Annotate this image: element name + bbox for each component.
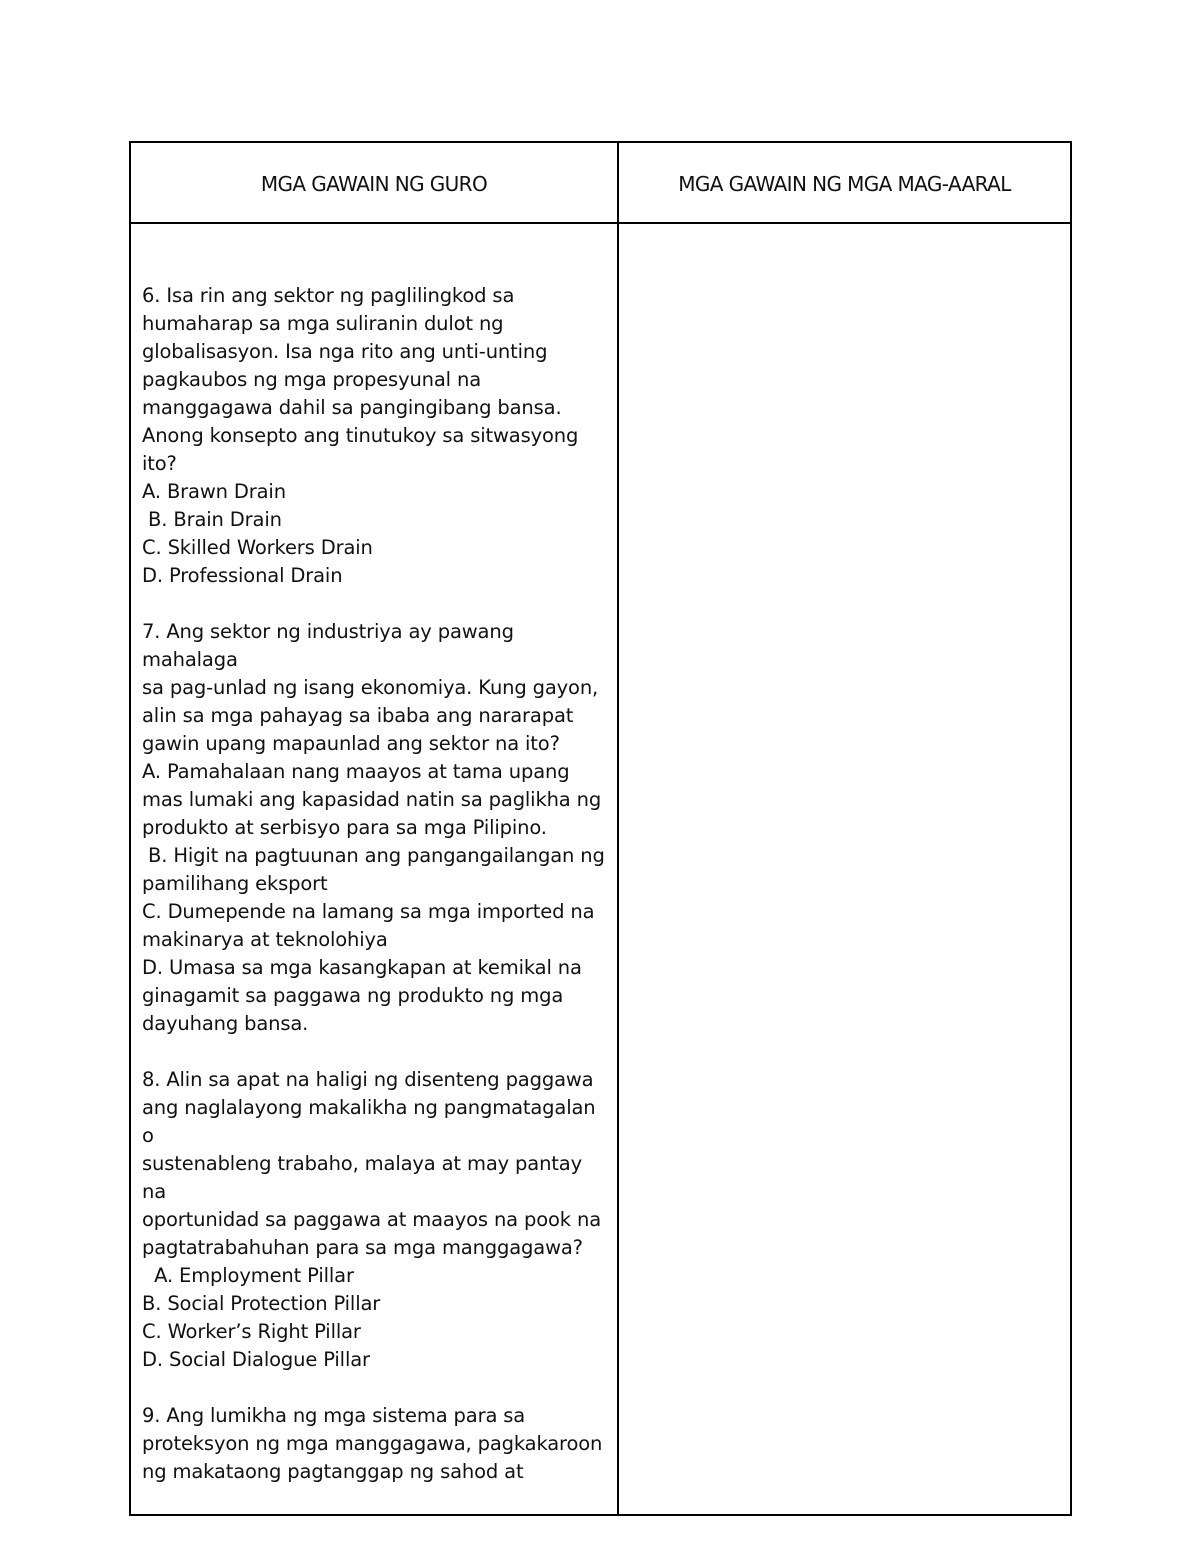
answer-option: mas lumaki ang kapasidad natin sa paglikha ng	[142, 788, 602, 811]
answer-option: C. Dumepende na lamang sa mga imported na	[142, 900, 595, 923]
question-text-line: pagtatrabahuhan para sa mga manggagawa?	[142, 1236, 583, 1259]
question-text-line: pagkaubos ng mga propesyunal na	[142, 368, 481, 391]
question-text-line: 7. Ang sektor ng industriya ay pawang mahalaga	[142, 620, 520, 671]
answer-option: C. Skilled Workers Drain	[142, 536, 373, 559]
answer-option: A. Employment Pillar	[142, 1264, 354, 1287]
question-list	[131, 224, 617, 1486]
student-activities-header: MGA GAWAIN NG MGA MAG-AARAL	[618, 142, 1071, 223]
question-text-line: proteksyon ng mga manggagawa, pagkakaroon	[142, 1432, 603, 1455]
question-text-line: 8. Alin sa apat na haligi ng disenteng paggawa	[142, 1068, 594, 1091]
teacher-activities-header: MGA GAWAIN NG GURO	[130, 142, 618, 223]
answer-option: B. Higit na pagtuunan ang pangangailangan ng	[142, 844, 605, 867]
table-header-row	[130, 142, 1071, 223]
answer-option: A. Brawn Drain	[142, 480, 286, 503]
question-text-line: sa pag-unlad ng isang ekonomiya. Kung gayon,	[142, 676, 599, 699]
answer-option: makinarya at teknolohiya	[142, 928, 388, 951]
answer-option: produkto at serbisyo para sa mga Pilipino.	[142, 816, 547, 839]
answer-option: D. Social Dialogue Pillar	[142, 1348, 370, 1371]
question-text-line: Anong konsepto ang tinutukoy sa sitwasyong	[142, 424, 579, 447]
question-text-line: ito?	[142, 452, 177, 475]
answer-option: pamilihang eksport	[142, 872, 328, 895]
answer-option: ginagamit sa paggawa ng produkto ng mga	[142, 984, 564, 1007]
answer-option: B. Brain Drain	[142, 508, 282, 531]
question-item	[142, 282, 609, 590]
question-item	[142, 618, 609, 1038]
question-text-line: ang naglalayong makalikha ng pangmatagalan o	[142, 1096, 602, 1147]
question-text-line: humaharap sa mga suliranin dulot ng	[142, 312, 504, 335]
answer-option: A. Pamahalaan nang maayos at tama upang	[142, 760, 570, 783]
answer-option: D. Professional Drain	[142, 564, 343, 587]
question-item	[142, 1402, 609, 1486]
question-text-line: oportunidad sa paggawa at maayos na pook na	[142, 1208, 601, 1231]
question-text-line: alin sa mga pahayag sa ibaba ang nararapat	[142, 704, 574, 727]
student-activities-cell	[618, 223, 1071, 1515]
question-text-line: 6. Isa rin ang sektor ng paglilingkod sa	[142, 284, 515, 307]
answer-option: dayuhang bansa.	[142, 1012, 309, 1035]
question-item	[142, 1066, 609, 1374]
question-text-line: globalisasyon. Isa nga rito ang unti-unting	[142, 340, 548, 363]
teacher-activities-cell	[130, 223, 618, 1515]
answer-option: D. Umasa sa mga kasangkapan at kemikal na	[142, 956, 582, 979]
answer-option: B. Social Protection Pillar	[142, 1292, 381, 1315]
answer-option: C. Worker’s Right Pillar	[142, 1320, 361, 1343]
table-body-row	[130, 223, 1071, 1515]
question-text-line: 9. Ang lumikha ng mga sistema para sa	[142, 1404, 526, 1427]
question-text-line: sustenableng trabaho, malaya at may pantay na	[142, 1152, 589, 1203]
question-text-line: ng makataong pagtanggap ng sahod at	[142, 1460, 524, 1483]
lesson-plan-table	[129, 141, 1072, 1516]
question-text-line: manggagawa dahil sa pangingibang bansa.	[142, 396, 562, 419]
question-text-line: gawin upang mapaunlad ang sektor na ito?	[142, 732, 560, 755]
